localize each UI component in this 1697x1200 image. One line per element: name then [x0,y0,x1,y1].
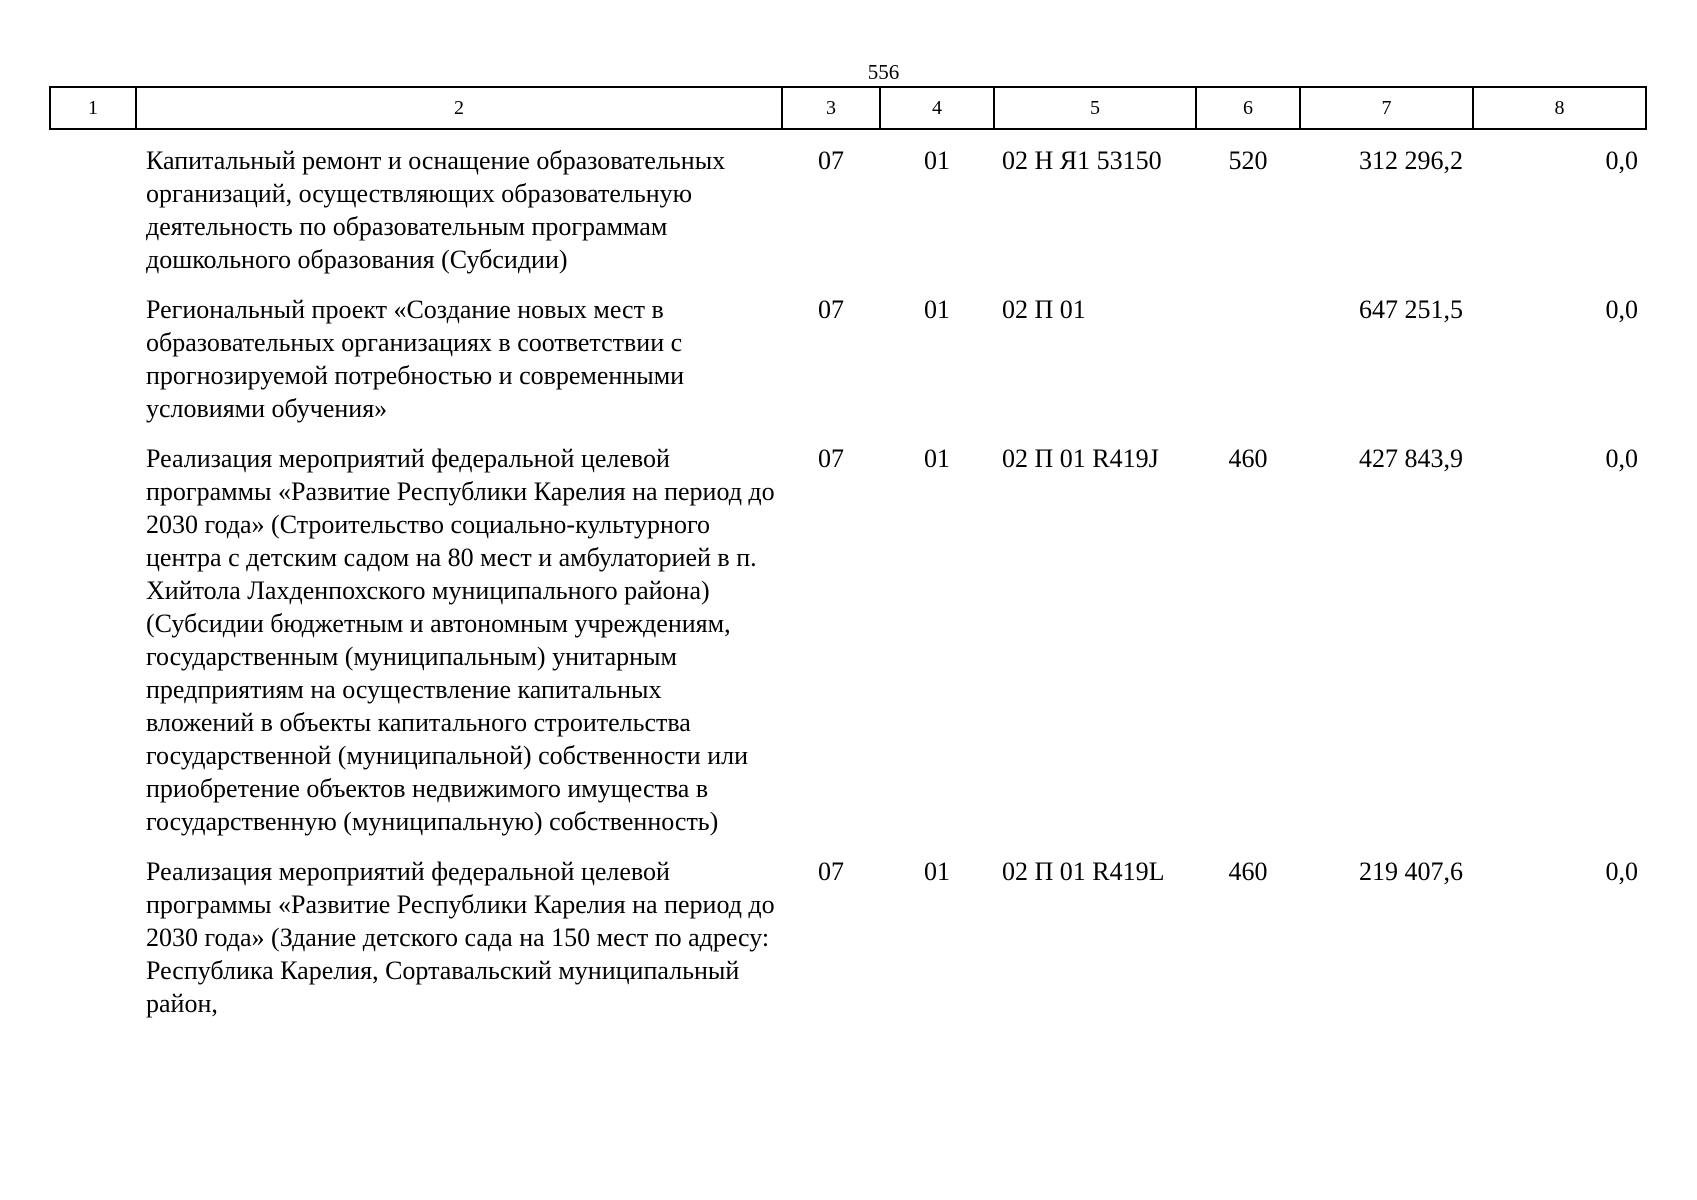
page-number [0,58,1697,86]
cell-amount-2: 0,0 [1605,444,1638,473]
cell-amount: 647 251,5 [1359,295,1463,324]
cell-amount-2: 0,0 [1605,295,1638,324]
budget-table [49,86,1647,1037]
cell-name: Реализация мероприятий федеральной целевой программы «Развитие Республики Карелия на период до 2030 года» (Строительство социально-культурного центра с детским садом на 80 мест и амбулаторией в п. Хийтола Лахденпохского муниципального района) (Субсидии бюджетным и автономным учреждениям, государственным (муниципальным) унитарным предприятиям на осуществление капитальных вложений в объекты капитального строительства государственной (муниципальной) собственности или приобретение объектов недвижимого имущества в государственную (муниципальную) собственность) [146,444,775,836]
cell-section: 07 [818,295,844,324]
table-header [50,87,1646,129]
table-row [50,442,1646,855]
cell-amount: 427 843,9 [1359,444,1463,473]
cell-expense-type: 460 [1228,444,1268,473]
header-col-8: 8 [1473,87,1646,129]
cell-subsection: 01 [924,146,950,175]
cell-name: Капитальный ремонт и оснащение образовательных организаций, осуществляющих образовательную деятельность по образовательным программам дошкольного образования (Субсидии) [146,146,726,274]
cell-col-1 [50,855,136,1037]
cell-subsection: 01 [924,295,950,324]
cell-col-1 [50,293,136,442]
cell-name: Реализация мероприятий федеральной целевой программы «Развитие Республики Карелия на период до 2030 года» (Здание детского сада на 150 мест по адресу: Республика Карелия, Сортавальский муниципальный район, [146,857,775,1018]
cell-expense-type: 460 [1228,857,1268,886]
page-number-text: 556 [867,60,900,84]
cell-section: 07 [818,857,844,886]
cell-target-code: 02 П 01 [1002,295,1086,324]
cell-target-code: 02 П 01 R419L [1002,857,1165,886]
header-row [50,87,1646,129]
cell-amount: 312 296,2 [1359,146,1463,175]
header-col-1: 1 [50,87,136,129]
cell-subsection: 01 [924,444,950,473]
cell-col-1 [50,442,136,855]
table-row [50,129,1646,293]
header-col-6: 6 [1196,87,1300,129]
cell-target-code: 02 Н Я1 53150 [1002,146,1162,175]
header-col-3: 3 [782,87,880,129]
table-row [50,293,1646,442]
cell-expense-type: 520 [1228,146,1268,175]
cell-expense-type [1196,293,1300,442]
cell-subsection: 01 [924,857,950,886]
cell-amount-2: 0,0 [1605,857,1638,886]
table-row [50,855,1646,1037]
table-body [50,129,1646,1037]
header-col-4: 4 [880,87,994,129]
header-col-5: 5 [994,87,1196,129]
cell-target-code: 02 П 01 R419J [1002,444,1159,473]
cell-section: 07 [818,146,844,175]
cell-name: Региональный проект «Создание новых мест в образовательных организациях в соответствии с прогнозируемой потребностью и современными условиями обучения» [146,295,685,423]
cell-section: 07 [818,444,844,473]
header-col-7: 7 [1300,87,1473,129]
cell-amount-2: 0,0 [1605,146,1638,175]
cell-amount: 219 407,6 [1359,857,1463,886]
header-col-2: 2 [136,87,782,129]
cell-col-1 [50,129,136,293]
